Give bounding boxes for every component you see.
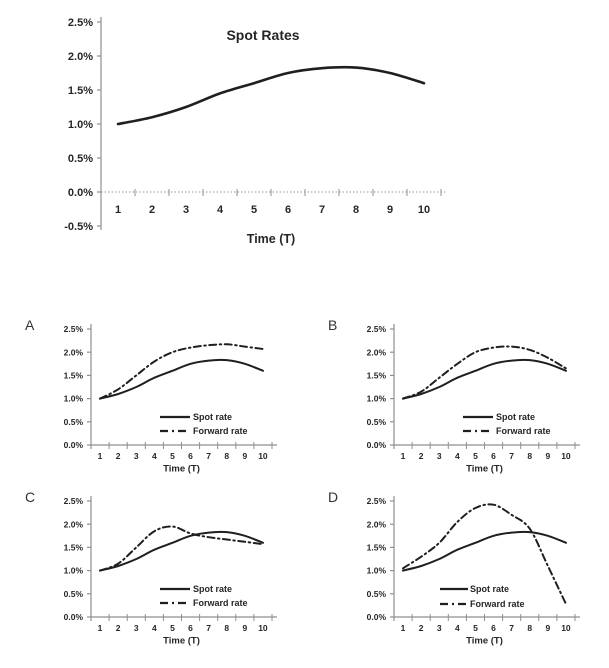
y-tick-label: 1.0% [63, 393, 83, 404]
y-tick-label: 0.5% [63, 416, 83, 427]
panel-A-chart-svg [15, 308, 307, 486]
y-tick-label: 0.0% [63, 440, 83, 451]
x-tick-label: 3 [182, 204, 190, 216]
x-tick-label: 10 [561, 623, 571, 633]
chart-title: Spot Rates [226, 27, 300, 43]
y-tick-label: 2.0% [67, 50, 93, 63]
panel-a-chart [15, 308, 307, 486]
x-tick-label: 2 [115, 451, 121, 461]
x-tick-label: 9 [242, 623, 248, 633]
legend-label: Forward rate [496, 426, 551, 437]
x-axis-title: Time (T) [466, 635, 503, 647]
x-tick-label: 6 [491, 623, 496, 633]
x-tick-label: 4 [151, 623, 157, 633]
x-tick-label: 9 [545, 623, 551, 633]
y-tick-label: 1.0% [67, 118, 93, 131]
spot-rate-line [118, 67, 424, 124]
x-tick-label: 4 [454, 451, 460, 461]
y-tick-label: 1.5% [366, 542, 386, 553]
spot-rate-line [100, 532, 263, 571]
y-tick-label: 2.5% [63, 324, 83, 335]
panel-a-label: A [25, 317, 35, 333]
panel-B-chart-svg [318, 308, 609, 486]
y-tick-label: 2.5% [67, 16, 93, 29]
x-tick-label: 1 [97, 451, 103, 461]
panel-b-chart [318, 308, 609, 486]
x-tick-label: 10 [258, 623, 268, 633]
x-tick-label: 3 [436, 451, 442, 461]
x-axis-title: Time (T) [163, 635, 200, 647]
x-tick-label: 8 [224, 623, 230, 633]
x-tick-label: 4 [216, 204, 224, 216]
x-axis-title: Time (T) [466, 463, 503, 475]
y-tick-label: 2.5% [366, 496, 386, 507]
x-tick-label: 3 [436, 623, 442, 633]
x-tick-label: 7 [206, 451, 212, 461]
y-tick-label: 1.5% [67, 84, 93, 97]
panel-c-label: C [25, 489, 36, 505]
x-tick-label: 4 [454, 623, 460, 633]
x-tick-label: 3 [133, 623, 139, 633]
x-tick-label: 9 [242, 451, 248, 461]
y-tick-label: 0.5% [67, 152, 93, 165]
x-tick-label: 6 [491, 451, 496, 461]
panel-d-label: D [328, 489, 339, 505]
y-tick-label: 1.5% [63, 542, 83, 553]
y-tick-label: 0.0% [366, 612, 386, 623]
y-tick-label: 0.0% [63, 612, 83, 623]
panel-b-label: B [328, 317, 338, 333]
x-tick-label: 8 [224, 451, 230, 461]
spot-rates-chart-svg [0, 0, 482, 262]
x-tick-label: 7 [509, 451, 515, 461]
x-tick-label: 2 [115, 623, 121, 633]
legend-label: Spot rate [193, 412, 233, 423]
forward-rate-line [100, 344, 263, 398]
panel-C-chart-svg [15, 480, 307, 658]
x-tick-label: 2 [148, 204, 156, 216]
x-tick-label: 1 [400, 623, 406, 633]
spot-rate-line [100, 360, 263, 399]
legend-label: Spot rate [496, 412, 536, 423]
y-tick-label: 0.5% [366, 588, 386, 599]
x-tick-label: 1 [114, 204, 122, 216]
y-tick-label: 1.0% [63, 565, 83, 576]
spot-rate-line [403, 360, 566, 399]
x-tick-label: 6 [284, 204, 292, 216]
spot-rates-chart [0, 0, 482, 262]
x-axis-title: Time (T) [163, 463, 200, 475]
x-tick-label: 2 [418, 623, 424, 633]
panel-D-chart-svg [318, 480, 609, 658]
legend-label: Forward rate [470, 599, 525, 610]
x-tick-label: 10 [258, 451, 268, 461]
x-tick-label: 10 [561, 451, 571, 461]
y-tick-label: 1.0% [366, 565, 386, 576]
x-tick-label: 7 [318, 204, 326, 216]
x-tick-label: 5 [473, 623, 478, 633]
legend-label: Spot rate [193, 584, 233, 595]
x-tick-label: 9 [386, 204, 394, 216]
x-tick-label: 7 [206, 623, 212, 633]
y-tick-label: 1.5% [63, 370, 83, 381]
x-tick-label: 5 [250, 204, 258, 216]
y-tick-label: 0.0% [366, 440, 386, 451]
y-tick-label: 2.0% [366, 347, 386, 358]
y-tick-label: 0.5% [366, 416, 386, 427]
y-tick-label: 1.0% [366, 393, 386, 404]
legend-label: Forward rate [193, 598, 248, 609]
x-tick-label: 7 [509, 623, 515, 633]
x-tick-label: 10 [417, 204, 431, 216]
x-tick-label: 5 [170, 451, 175, 461]
y-tick-label: 0.0% [67, 186, 93, 199]
x-tick-label: 8 [352, 204, 360, 216]
x-tick-label: 5 [473, 451, 478, 461]
x-tick-label: 8 [527, 451, 533, 461]
legend-label: Forward rate [193, 426, 248, 437]
x-tick-label: 4 [151, 451, 157, 461]
x-axis-title: Time (T) [246, 232, 296, 246]
y-tick-label: 2.0% [366, 519, 386, 530]
x-tick-label: 1 [97, 623, 103, 633]
legend-label: Spot rate [470, 584, 510, 595]
panel-d-chart [318, 480, 609, 658]
y-tick-label: 0.5% [63, 588, 83, 599]
y-tick-label: -0.5% [64, 220, 93, 233]
panel-c-chart [15, 480, 307, 658]
x-tick-label: 6 [188, 451, 193, 461]
y-tick-label: 2.5% [63, 496, 83, 507]
y-tick-label: 2.5% [366, 324, 386, 335]
y-tick-label: 1.5% [366, 370, 386, 381]
x-tick-label: 9 [545, 451, 551, 461]
x-tick-label: 3 [133, 451, 139, 461]
x-tick-label: 8 [527, 623, 533, 633]
x-tick-label: 6 [188, 623, 193, 633]
x-tick-label: 2 [418, 451, 424, 461]
x-tick-label: 1 [400, 451, 406, 461]
x-tick-label: 5 [170, 623, 175, 633]
y-tick-label: 2.0% [63, 347, 83, 358]
y-tick-label: 2.0% [63, 519, 83, 530]
